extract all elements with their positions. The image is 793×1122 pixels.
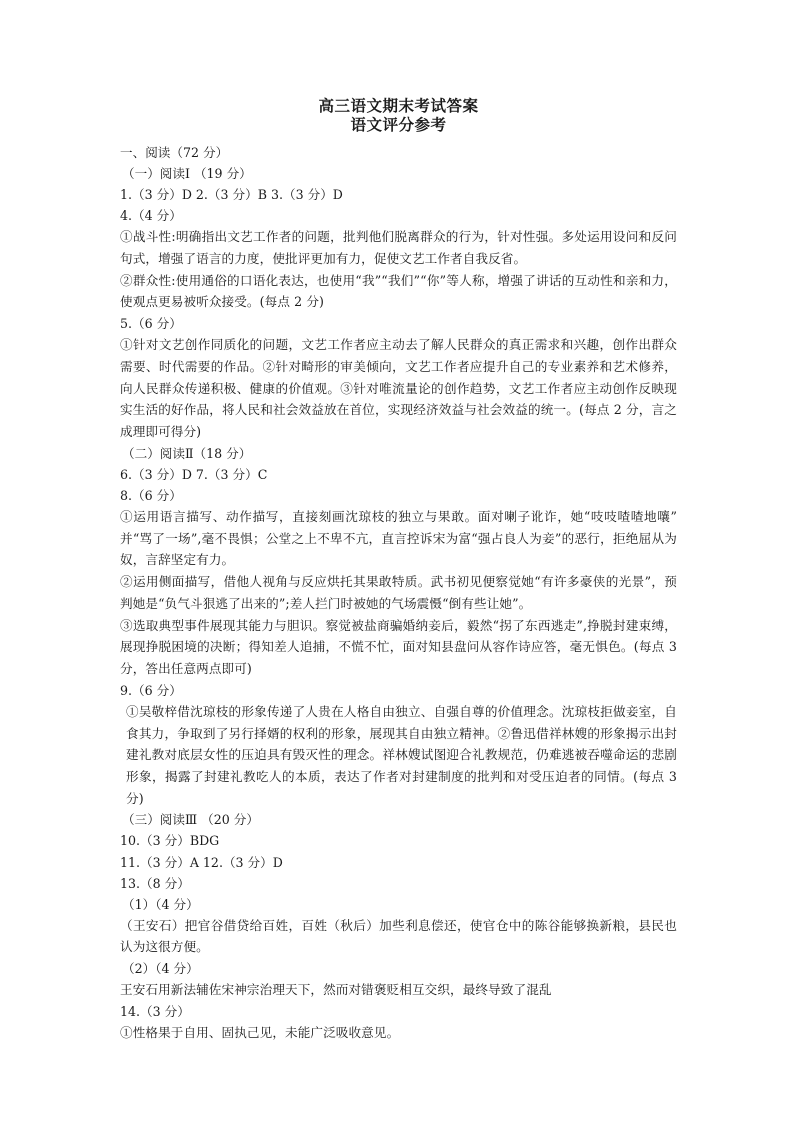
answer-line: 4.（4 分） <box>120 208 182 224</box>
answer-paragraph: ①运用语言描写、动作描写，直接刻画沈琼枝的独立与果敢。面对喇子讹诈，她“吱吱喳喳地嚷” 并“骂了一场”,毫不畏惧；公堂之上不卑不亢，直言控诉宋为富“强占良人为妾”的恶行，拒绝屈从为奴，言辞坚定有力。 <box>120 509 677 568</box>
answer-line: （1）（4 分） <box>122 896 199 912</box>
answer-paragraph: ②运用侧面描写，借他人视角与反应烘托其果敢特质。武书初见便察觉她“有许多豪侠的光景”，预判她是“负气斗狠逃了出来的”;差人拦门时被她的气场震慑“倒有些让她”。 <box>120 574 677 611</box>
answer-line: 10.（3 分）BDG <box>120 833 220 849</box>
answer-line: （2）（4 分） <box>122 961 199 977</box>
answer-paragraph: 王安石用新法辅佐宋神宗治理天下，然而对错褒贬相互交织，最终导致了混乱 <box>120 982 552 998</box>
answer-line: （一）阅读Ⅰ （19 分） <box>122 166 252 182</box>
answer-paragraph: （王安石）把官谷借贷给百姓，百姓（秋后）加些利息偿还，使官仓中的陈谷能够换新粮，县民也认为这很方便。 <box>120 917 677 955</box>
answer-paragraph: ②群众性:使用通俗的口语化表达，也使用“我”“我们”“你”等人称，增强了讲话的互动性和亲和力，使观点更易被听众接受。(每点 2 分) <box>120 272 677 310</box>
answer-line: 11.（3 分）A 12.（3 分）D <box>120 854 283 870</box>
answer-line: 14.（3 分） <box>120 1003 190 1019</box>
answer-paragraph: ③选取典型事件展现其能力与胆识。察觉被盐商骗婚纳妾后，毅然“拐了东西逃走”,挣脱封建束缚，展现挣脱困境的决断；得知差人追捕，不慌不忙，面对知县盘问从容作诗应答，毫无惧色。(每点 3 分，答出任意两点即可) <box>120 617 677 676</box>
answer-paragraph: ①性格果于自用、固执己见，未能广泛吸收意见。 <box>120 1025 400 1041</box>
answer-line: （三）阅读Ⅲ （20 分） <box>122 812 259 828</box>
document-body <box>120 142 677 1044</box>
answer-line: 13.（8 分） <box>120 875 190 891</box>
answer-line: 一、阅读（72 分） <box>120 145 229 160</box>
answer-paragraph: ①针对文艺创作同质化的问题，文艺工作者应主动去了解人民群众的真正需求和兴趣，创作出群众需要、时代需要的作品。②针对畸形的审美倾向，文艺工作者应提升自己的专业素养和艺术修养，向人民群众传递积极、健康的价值观。③针对唯流量论的创作趋势，文艺工作者应主动创作反映现实生活的好作品，将人民和社会效益放在首位，实现经济效益与社会效益的统一。(每点 2 分，言之成理即可得分) <box>120 337 677 440</box>
answer-line: 9.（6 分） <box>120 682 182 698</box>
answer-line: 1.（3 分）D 2.（3 分）B 3.（3 分）D <box>120 187 343 203</box>
answer-line: 6.（3 分）D 7.（3 分）C <box>120 466 268 482</box>
document-subtitle: 语文评分参考 <box>350 115 447 134</box>
answer-paragraph: ①吴敬梓借沈琼枝的形象传递了人贵在人格自由独立、自强自尊的价值理念。沈琼枝拒做妾室，自食其力，争取到了另行择婿的权利的形象，展现其自由独立精神。②鲁迅借祥林嫂的形象揭示出封建礼教对底层女性的压迫具有毁灭性的理念。祥林嫂试图迎合礼教规范，仍难逃被吞噬命运的悲剧形象，揭露了封建礼教吃人的本质，表达了作者对封建制度的批判和对受压迫者的同情。(每点 3 分) <box>126 703 677 806</box>
answer-line: 8.（6 分） <box>120 487 182 503</box>
answer-paragraph: ①战斗性:明确指出文艺工作者的问题，批判他们脱离群众的行为，针对性强。多处运用设问和反问句式，增强了语言的力度，使批评更加有力，促使文艺工作者自我反省。 <box>120 229 677 267</box>
answer-line: 5.（6 分） <box>120 316 182 332</box>
answer-line: （二）阅读Ⅱ（18 分） <box>122 445 252 461</box>
document-title: 高三语文期末考试答案 <box>318 96 479 115</box>
